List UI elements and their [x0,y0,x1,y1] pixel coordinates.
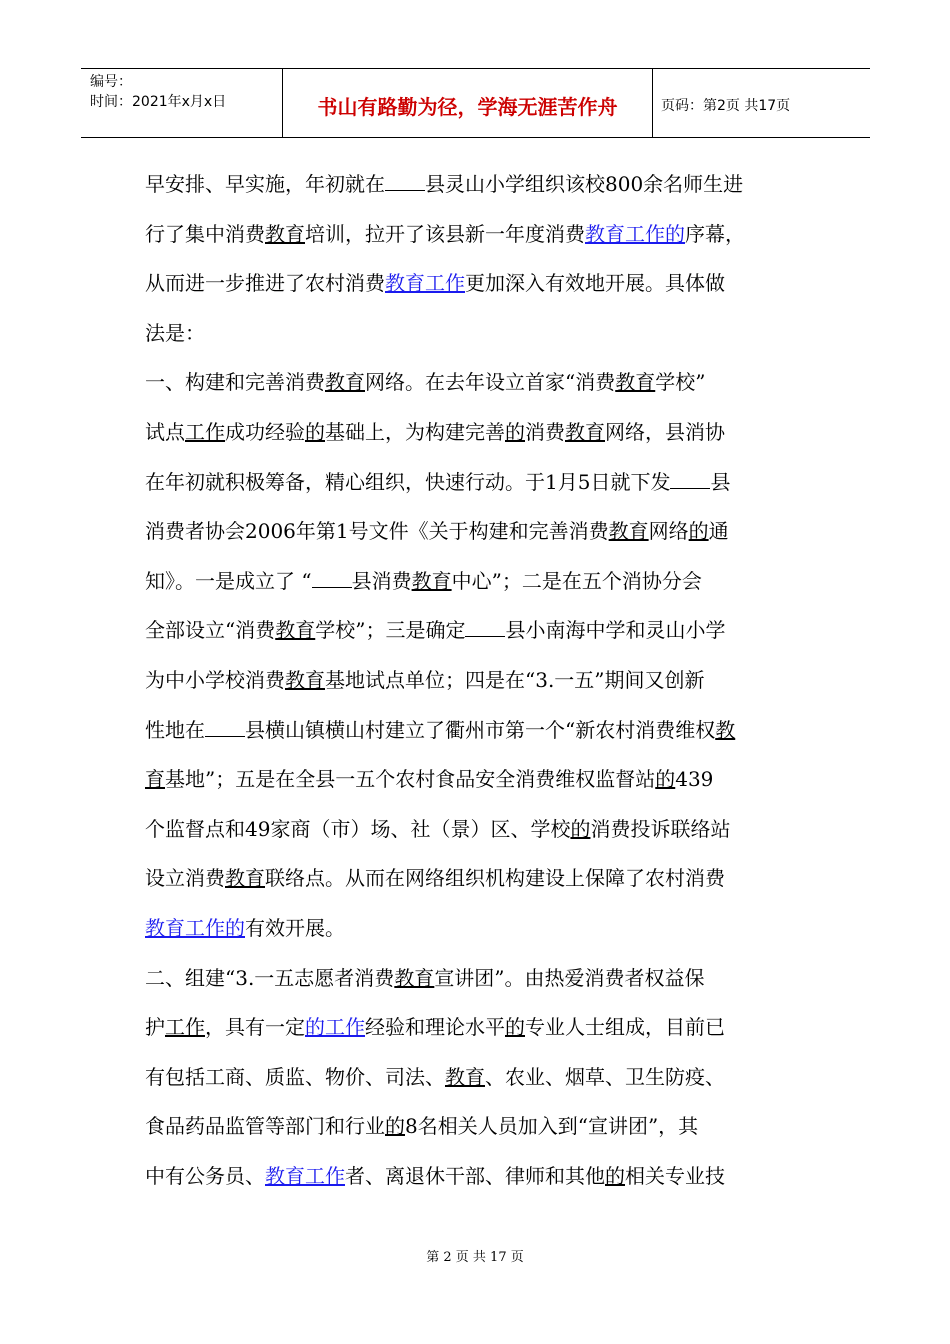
underlined-term: 教育 [608,519,649,544]
underlined-term: 工作 [165,1015,205,1040]
text: 基地”；五是在全县一五个农村食品安全消费维权监督站 [165,767,656,792]
text: 个监督点和49家商（市）场、社（景）区、学校 [145,816,571,841]
text: 法是： [145,320,205,345]
underlined-term: 的 [305,419,325,444]
text: 消费者协会2006年第1号文件《关于构建和完善消费 [145,519,609,544]
text: 县横山镇横山村建立了衢州市第一个“新农村消费维权 [245,717,716,742]
blank-underline [312,569,352,588]
underlined-term: 的 [385,1114,405,1139]
text: 县 [710,469,731,494]
text: 行了集中消费 [145,221,265,246]
text: 网络 [648,519,689,544]
text: 学校”；三是确定 [315,618,466,643]
text: 护 [145,1015,165,1040]
blank-underline [465,618,505,637]
page-header [81,68,870,138]
underlined-term: 教育 [265,221,305,246]
underlined-term: 教育 [445,1064,485,1089]
text: 序幕， [685,221,745,246]
text: 相关专业技 [625,1163,725,1188]
text: 性地在 [145,717,205,742]
text: 一、构建和完善消费 [145,370,325,395]
text-line [145,408,810,458]
text-line [145,557,810,607]
text-line [145,805,810,855]
text-line [145,309,810,359]
underlined-term: 教育 [615,370,656,395]
text: 更加深入有效地开展。具体做 [465,271,725,296]
text: 、农业、烟草、卫生防疫、 [485,1064,725,1089]
text-line [145,1152,810,1202]
text: 培训，拉开了该县新一年度消费 [305,221,585,246]
text: 基础上，为构建完善 [325,419,505,444]
underlined-term: 教育 [565,419,605,444]
text: 联络点。从而在网络组织机构建设上保障了农村消费 [265,866,725,891]
blank-underline [670,470,710,489]
underlined-term: 的 [570,816,591,841]
text-line [145,458,810,508]
text: 早安排、早实施，年初就在 [145,172,385,196]
text: 消费 [525,419,565,444]
text: 8名相关人员加入到“宣讲团”，其 [405,1114,699,1139]
text: 中有公务员、 [145,1163,265,1188]
underlined-term: 教育 [394,965,435,990]
underlined-term: 教育 [225,866,265,891]
underlined-term: 的 [505,419,525,444]
underlined-term: 的 [688,519,709,544]
text-line [145,507,810,557]
text: 中心”；二是在五个消协分会 [451,568,702,593]
underlined-term: 教育 [275,618,316,643]
text: 设立消费 [145,866,225,891]
blank-underline [205,718,245,737]
text-line [145,1053,810,1103]
text-line [145,1003,810,1053]
underlined-term: 教育 [285,667,325,692]
page-footer: 第 2 页 共 17 页 [426,1250,524,1265]
text: 有效开展。 [245,915,345,940]
text: 县消费 [351,568,412,593]
text: 在年初就积极筹备，精心组织，快速行动。于1月5日就下发 [145,469,671,494]
text-line [145,160,810,210]
text: 网络，县消协 [605,419,725,444]
text-line [145,1102,810,1152]
underlined-term: 育 [145,767,165,792]
text: 知》。一是成立了 “ [145,568,312,593]
text: 者、离退休干部、律师和其他 [345,1163,605,1188]
blank-underline [385,172,425,191]
text: 食品药品监管等部门和行业 [145,1114,385,1139]
text: 基地试点单位；四是在“3.一五”期间又创新 [325,667,705,692]
text-line [145,755,810,805]
underlined-term: 的 [505,1015,525,1040]
underlined-term: 教育 [411,568,452,593]
text: 全部设立“消费 [145,618,276,643]
hyperlink[interactable]: 教育工作 [265,1163,345,1188]
underlined-term: 教育 [325,370,365,395]
document-body [145,160,810,1201]
header-page-code: 页码：第2页 共17页 [661,98,791,114]
text: 网络。在去年设立首家“消费 [365,370,616,395]
text: 消费投诉联络站 [590,816,731,841]
text-line [145,358,810,408]
text-line [145,904,810,954]
hyperlink[interactable]: 教育工作 [385,271,465,296]
text-line [145,606,810,656]
underlined-term: 的 [655,767,676,792]
text: ，具有一定 [205,1015,305,1040]
text-line [145,259,810,309]
text-line [145,210,810,260]
hyperlink[interactable]: 教育工作的 [145,915,245,940]
hyperlink[interactable]: 教育工作的 [585,221,685,246]
text: 专业人士组成，目前已 [525,1015,725,1040]
text-line [145,954,810,1004]
number-label: 编号： [90,74,132,90]
text: 学校” [655,370,706,395]
text: 经验和理论水平 [365,1015,505,1040]
header-meta [81,69,283,137]
underlined-term: 工作 [185,419,225,444]
hyperlink[interactable]: 的工作 [305,1015,365,1040]
underlined-term: 教 [715,717,736,742]
text: 通 [708,519,729,544]
text-line [145,854,810,904]
text-line [145,656,810,706]
text: 439 [675,767,714,792]
text: 从而进一步推进了农村消费 [145,271,385,296]
underlined-term: 的 [605,1163,625,1188]
text: 有包括工商、质监、物价、司法、 [145,1064,445,1089]
time-label: 时间：2021年x月x日 [90,94,227,110]
text: 宣讲团”。由热爱消费者权益保 [434,965,705,990]
header-motto: 书山有路勤为径，学海无涯苦作舟 [283,69,653,137]
text: 县灵山小学组织该校800余名师生进 [425,172,744,196]
text-line [145,706,810,756]
text: 成功经验 [225,419,305,444]
text: 二、组建“3.一五志愿者消费 [145,965,395,990]
text: 为中小学校消费 [145,667,285,692]
text: 试点 [145,419,185,444]
text: 县小南海中学和灵山小学 [505,618,726,643]
